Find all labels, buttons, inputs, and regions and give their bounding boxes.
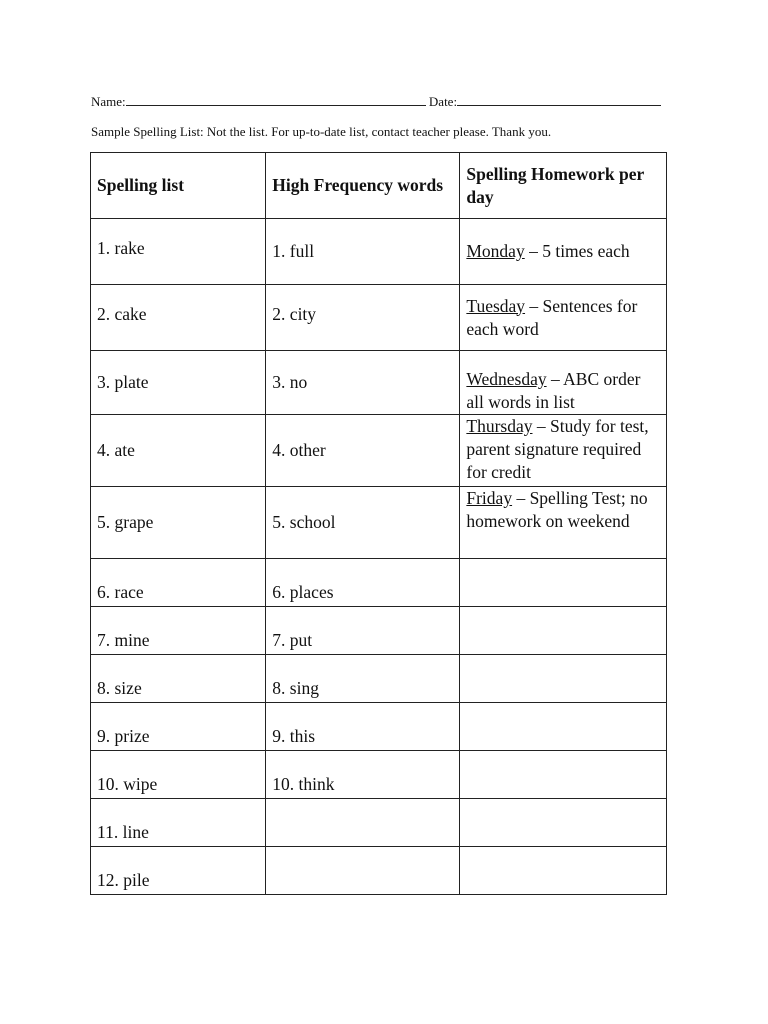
hf-word: 5. school [266, 487, 460, 559]
table-row [91, 799, 667, 847]
spelling-word: 7. mine [91, 607, 266, 655]
spelling-word: 10. wipe [91, 751, 266, 799]
homework-day: Thursday [466, 416, 533, 436]
table-row [91, 487, 667, 559]
table-row [91, 351, 667, 415]
hf-word: 9. this [266, 703, 460, 751]
table-row [91, 751, 667, 799]
table-header-row [91, 153, 667, 219]
homework-cell [460, 799, 667, 847]
table-row [91, 415, 667, 487]
spelling-word: 1. rake [91, 219, 266, 285]
homework-task: – Sentences for each word [466, 295, 638, 339]
hf-word: 4. other [266, 415, 460, 487]
hf-word: 6. places [266, 559, 460, 607]
name-label: Name: [91, 94, 126, 109]
homework-task: – Study for test, parent signature required for credit [466, 416, 649, 482]
table-row [91, 219, 667, 285]
homework-task: – ABC order all words in list [466, 369, 641, 412]
spelling-word: 3. plate [91, 351, 266, 415]
header-homework: Spelling Homework per day [460, 153, 667, 219]
hf-word: 2. city [266, 285, 460, 351]
hf-word: 7. put [266, 607, 460, 655]
spelling-word: 8. size [91, 655, 266, 703]
table-row [91, 285, 667, 351]
table-row [91, 607, 667, 655]
header-high-frequency: High Frequency words [266, 153, 460, 219]
homework-day: Tuesday [466, 295, 526, 316]
hf-word [266, 847, 460, 895]
homework-cell [460, 703, 667, 751]
spelling-word: 9. prize [91, 703, 266, 751]
table-row [91, 655, 667, 703]
homework-day: Monday [466, 241, 525, 261]
spelling-word: 2. cake [91, 285, 266, 351]
homework-day: Wednesday [466, 369, 547, 389]
hf-word: 1. full [266, 219, 460, 285]
spelling-word: 5. grape [91, 487, 266, 559]
name-date-line [91, 94, 661, 110]
hf-word: 10. think [266, 751, 460, 799]
table-row [91, 703, 667, 751]
header-spelling-list: Spelling list [91, 153, 266, 219]
hf-word: 3. no [266, 351, 460, 415]
homework-cell [460, 559, 667, 607]
homework-cell [460, 285, 667, 351]
spelling-table [90, 152, 667, 895]
table-row [91, 847, 667, 895]
spelling-word: 6. race [91, 559, 266, 607]
homework-task: – 5 times each [524, 241, 630, 261]
homework-day: Friday [466, 488, 513, 508]
date-field[interactable] [457, 94, 661, 106]
table-row [91, 559, 667, 607]
hf-word: 8. sing [266, 655, 460, 703]
homework-task: – Spelling Test; no homework on weekend [466, 488, 648, 531]
name-field[interactable] [126, 94, 426, 106]
hf-word [266, 799, 460, 847]
homework-cell [460, 487, 667, 559]
date-label: Date: [428, 94, 458, 109]
sample-note: Sample Spelling List: Not the list. For up-to-date list, contact teacher please. Thank you. [91, 124, 552, 139]
spelling-word: 4. ate [91, 415, 266, 487]
homework-cell [460, 351, 667, 415]
homework-cell [460, 219, 667, 285]
homework-cell [460, 847, 667, 895]
homework-cell [460, 655, 667, 703]
homework-cell [460, 751, 667, 799]
homework-cell [460, 415, 667, 487]
spelling-word: 11. line [91, 799, 266, 847]
spelling-word: 12. pile [91, 847, 266, 895]
homework-cell [460, 607, 667, 655]
